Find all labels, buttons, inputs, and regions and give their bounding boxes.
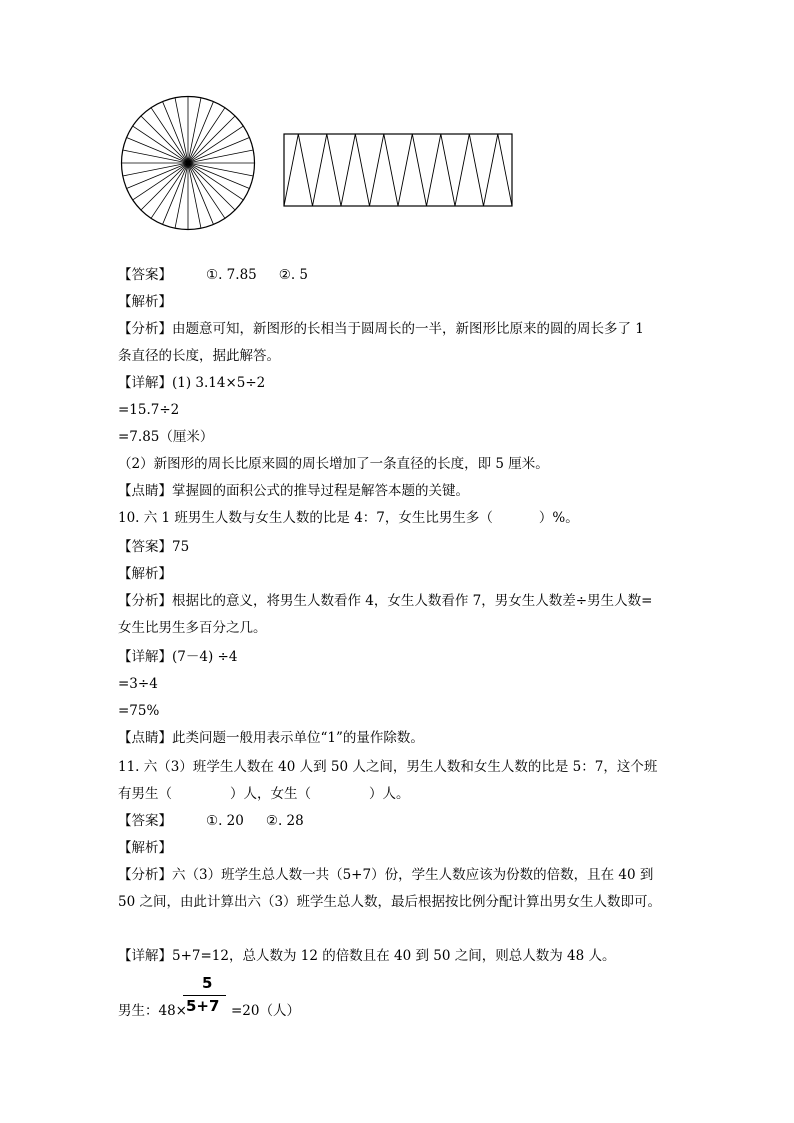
q10-xiangjie: 【详解】(7－4) ÷4: [118, 649, 238, 665]
q9-fenxi-1: 【分析】由题意可知，新图形的长相当于圆周长的一半，新图形比原来的圆的周长多了 1: [118, 321, 644, 337]
q11-boys-calc: [118, 1001, 300, 1021]
circle-sector-figure: [118, 93, 258, 233]
q11-answer-line: [118, 811, 304, 831]
jiexi-label: 【解析】: [118, 840, 172, 856]
q9-dianjing: 【点睛】掌握圆的面积公式的推导过程是解答本题的关键。: [118, 483, 469, 499]
q11-question-2: [118, 784, 410, 804]
fraction-bar: [183, 995, 226, 996]
q10-answer: 【答案】75: [118, 539, 190, 555]
q11-boys-blank-text: 有男生（: [118, 786, 172, 802]
q11-question-1: 11. 六（3）班学生人数在 40 人到 50 人之间，男生人数和女生人数的比是 5：7，这个班: [118, 759, 658, 775]
q9-answer-line: [118, 265, 308, 285]
q11-question-end: ）人。: [369, 786, 410, 802]
fraction-numerator: 5: [202, 974, 213, 992]
answer-label: 【答案】: [118, 813, 172, 829]
q10-step-2: =75%: [118, 703, 160, 719]
q10-question-end: ）%。: [538, 510, 579, 526]
q10-fenxi-1: 【分析】根据比的意义，将男生人数看作 4，女生人数看作 7，男女生人数差÷男生人数=: [118, 593, 653, 609]
jiexi-label: 【解析】: [118, 294, 172, 310]
q9-xiangjie: 【详解】(1) 3.14×5÷2: [118, 375, 266, 391]
q10-fenxi-2: 女生比男生多百分之几。: [118, 620, 267, 636]
q11-xiangjie: 【详解】5+7=12，总人数为 12 的倍数且在 40 到 50 之间，则总人数为 48 人。: [118, 948, 616, 964]
q10-step-1: =3÷4: [118, 676, 158, 692]
answer-2: ②. 28: [265, 813, 304, 829]
q11-fenxi-2: 50 之间，由此计算出六（3）班学生总人数，最后根据按比例分配计算出男女生人数即可。: [118, 894, 662, 910]
boys-calc-result: =20（人）: [231, 1003, 300, 1019]
q9-step-3: （2）新图形的周长比原来圆的周长增加了一条直径的长度，即 5 厘米。: [118, 456, 549, 472]
boys-calc-prefix: 男生：48×: [118, 1003, 187, 1019]
q10-question: [118, 508, 579, 528]
q10-dianjing: 【点睛】此类问题一般用表示单位“1”的量作除数。: [118, 730, 424, 746]
q11-girls-blank-text: ）人，女生（: [230, 786, 311, 802]
answer-1: ①. 20: [206, 813, 244, 829]
q11-fenxi-1: 【分析】六（3）班学生总人数一共（5+7）份，学生人数应该为份数的倍数，且在 40 到: [118, 867, 654, 883]
q9-fenxi-2: 条直径的长度，据此解答。: [118, 348, 280, 364]
q9-step-2: =7.85（厘米）: [118, 429, 214, 445]
q10-question-text: 10. 六 1 班男生人数与女生人数的比是 4：7，女生比男生多（: [118, 510, 493, 526]
answer-2: ②. 5: [278, 267, 309, 283]
q9-step-1: =15.7÷2: [118, 402, 180, 418]
answer-label: 【答案】: [118, 267, 172, 283]
answer-1: ①. 7.85: [206, 267, 257, 283]
fraction-denominator: 5+7: [186, 997, 220, 1015]
jiexi-label: 【解析】: [118, 566, 172, 582]
rearranged-rectangle-figure: [282, 130, 516, 210]
